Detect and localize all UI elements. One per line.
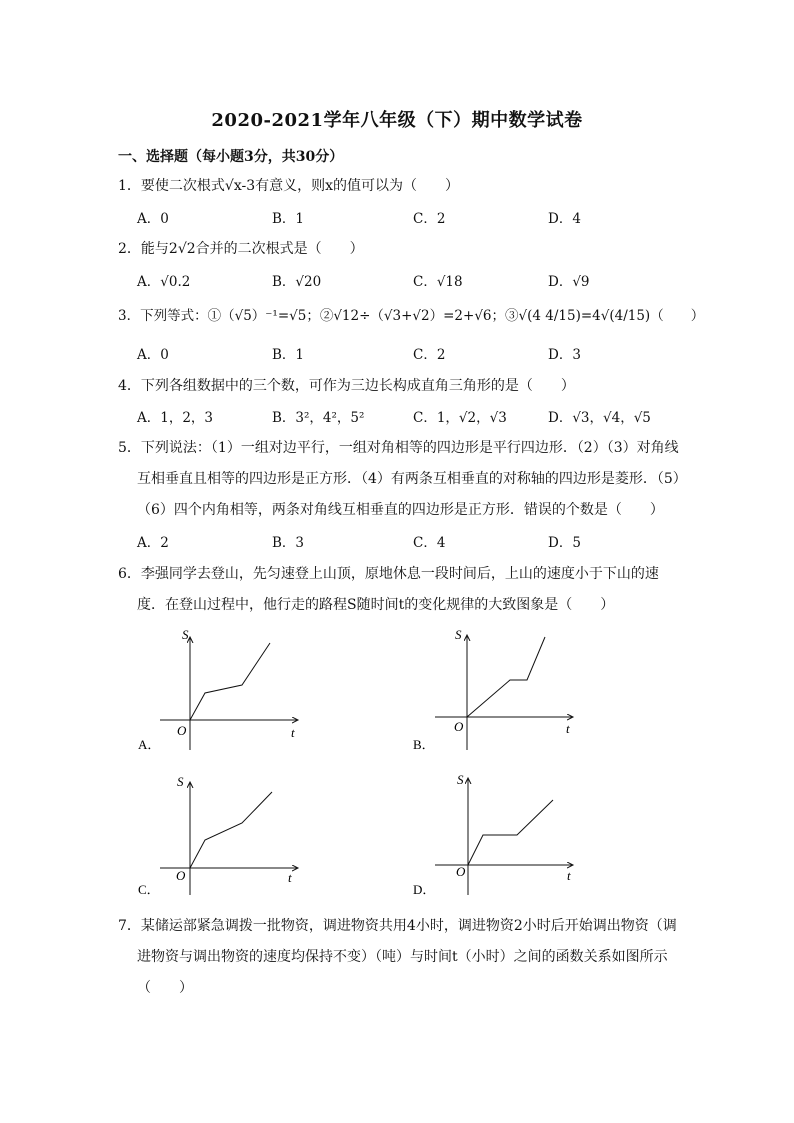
graph-b-curve <box>467 637 545 717</box>
graph-c <box>130 770 320 900</box>
question-6-line-2: 度．在登山过程中，他行走的路程S随时间t的变化规律的大致图象是（ ） <box>137 597 615 613</box>
question-4-stem: 4．下列各组数据中的三个数，可作为三边长构成直角三角形的是（ ） <box>118 378 575 394</box>
q3-option-a: A．0 <box>137 347 169 363</box>
graph-a <box>130 625 320 755</box>
q2-option-c: C．√18 <box>413 274 463 290</box>
question-7-line-2: 进物资与调出物资的速度均保持不变）（吨）与时间t（小时）之间的函数关系如图所示 <box>137 949 668 965</box>
q2-option-a: A．√0.2 <box>137 274 191 290</box>
q5-option-a: A．2 <box>137 535 169 551</box>
q4-option-d: D．√3，√4，√5 <box>548 410 651 426</box>
graph-d <box>405 770 595 900</box>
graph-b-origin-label: O <box>454 719 464 734</box>
question-5-line-1: 5．下列说法：（1）一组对边平行，一组对角相等的四边形是平行四边形．（2）（3）对角线 <box>118 440 679 456</box>
q3-option-c: C．2 <box>413 347 446 363</box>
graph-c-x-label: t <box>288 870 292 885</box>
graph-c-curve <box>190 792 272 868</box>
graph-d-y-label: S <box>457 772 464 787</box>
q5-option-b: B．3 <box>272 535 305 551</box>
graph-c-origin-label: O <box>176 868 186 883</box>
question-2-stem: 2．能与2√2合并的二次根式是（ ） <box>118 241 364 257</box>
graph-c-y-label: S <box>177 774 184 789</box>
q1-option-c: C．2 <box>413 211 446 227</box>
graph-a-option-label: A． <box>138 737 161 752</box>
q5-option-d: D．5 <box>548 535 581 551</box>
q5-option-c: C．4 <box>413 535 446 551</box>
q4-option-c: C．1，√2，√3 <box>413 410 507 426</box>
q3-option-d: D．3 <box>548 347 581 363</box>
graph-d-option-label: D． <box>413 882 436 897</box>
graph-a-origin-label: O <box>177 723 187 738</box>
graph-a-x-label: t <box>291 725 295 740</box>
question-7-line-1: 7．某储运部紧急调拨一批物资，调进物资共用4小时，调进物资2小时后开始调出物资（调 <box>118 918 677 934</box>
q4-option-a: A．1，2，3 <box>137 410 214 426</box>
graph-c-option-label: C． <box>138 882 160 897</box>
graph-b <box>405 625 595 755</box>
question-5-line-3: （6）四个内角相等，两条对角线互相垂直的四边形是正方形．错误的个数是（ ） <box>137 502 664 518</box>
section-heading: 一、选择题（每小题3分，共30分） <box>118 149 344 165</box>
graph-d-x-label: t <box>567 868 571 883</box>
question-7-line-3: （ ） <box>137 980 193 996</box>
graph-d-origin-label: O <box>456 864 466 879</box>
question-3-stem: 3．下列等式：①（√5）⁻¹=√5；②√12÷（√3+√2）=2+√6；③√(4 4/15)=4√(4/15)（ ） <box>118 308 705 324</box>
page-title: 2020-2021学年八年级（下）期中数学试卷 <box>211 110 583 131</box>
q4-option-b: B．3²，4²，5² <box>272 410 365 426</box>
q1-option-a: A．0 <box>137 211 169 227</box>
question-5-line-2: 互相垂直且相等的四边形是正方形．（4）有两条互相垂直的对称轴的四边形是菱形．（5） <box>137 471 687 487</box>
question-1-stem: 1．要使二次根式√x-3有意义，则x的值可以为（ ） <box>118 178 460 194</box>
q1-option-b: B．1 <box>272 211 305 227</box>
graph-b-y-label: S <box>455 627 462 642</box>
graph-d-curve <box>468 800 553 865</box>
q2-option-d: D．√9 <box>548 274 590 290</box>
graph-b-option-label: B． <box>413 737 435 752</box>
question-6-line-1: 6．李强同学去登山，先匀速登上山顶，原地休息一段时间后，上山的速度小于下山的速 <box>118 566 659 582</box>
q1-option-d: D．4 <box>548 211 581 227</box>
q2-option-b: B．√20 <box>272 274 322 290</box>
q3-option-b: B．1 <box>272 347 305 363</box>
graph-a-y-label: S <box>182 627 189 642</box>
graph-b-x-label: t <box>566 721 570 736</box>
graph-a-curve <box>190 643 270 720</box>
